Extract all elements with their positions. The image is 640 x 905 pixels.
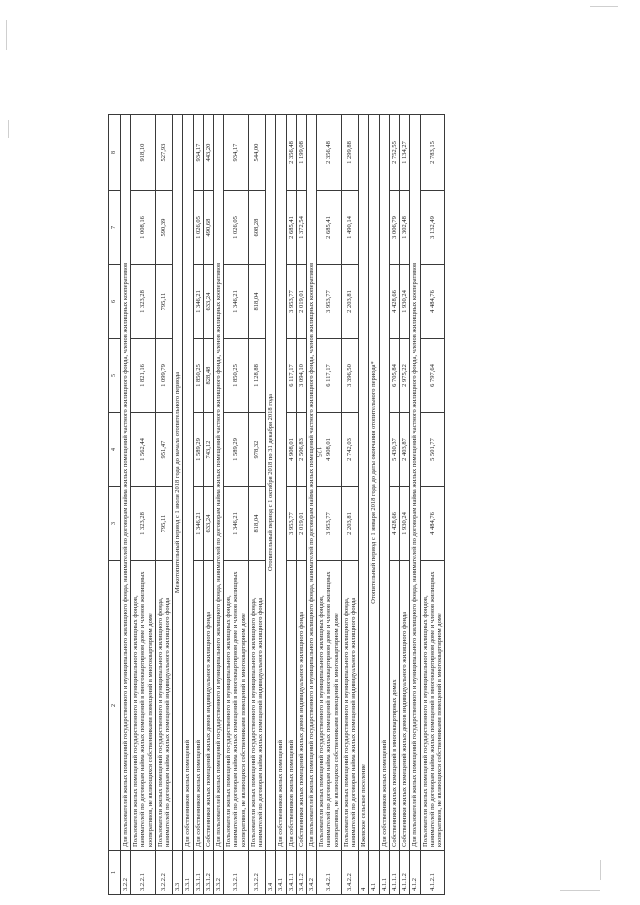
row-code: 3.3.2: [214, 851, 224, 895]
tariff-value: 1 026,05: [224, 191, 249, 265]
tariff-value: 6 117,17: [317, 339, 342, 413]
table-row: [173, 115, 183, 895]
tariff-value: 2 975,22: [400, 339, 410, 413]
row-description: Пользователи жилых помещений государственного и муниципального жилищных фондов, нанимателей по договорам найма жилых помещений в многоквартирном доме и членов жилищных кооперативов, не являющихся собственниками помещений в многоквартирном доме: [224, 561, 249, 851]
page-number: 125: [314, 446, 323, 458]
tariff-value: 608,28: [248, 191, 265, 265]
tariff-value: 2 685,41: [286, 191, 296, 265]
table-row: [155, 115, 172, 895]
tariff-value: 918,10: [131, 115, 156, 191]
tariff-value: 633,24: [203, 265, 213, 339]
row-code: 3.2.2: [121, 851, 131, 895]
tariff-value: 6 797,64: [420, 339, 445, 413]
tariff-value: 1 346,21: [224, 265, 249, 339]
section-heading: Для пользователей жилых помещений государственного и муниципального жилищного фонда, нанимателей по договорам найма жилых помещений частного жилищного фонда, членов жилищных кооперативов: [121, 115, 131, 851]
scan-artifact: [590, 6, 618, 7]
tariff-value: 5 430,37: [389, 413, 399, 487]
tariff-value: 2 403,87: [400, 413, 410, 487]
table-row: [369, 115, 379, 895]
table-row: [248, 115, 265, 895]
row-code: 3.4: [266, 851, 276, 895]
subsection-heading: Для собственников жилых помещений: [276, 115, 286, 851]
row-code: 4.1.1.2: [400, 851, 410, 895]
tariff-value: 1 134,27: [400, 115, 410, 191]
table-row: [420, 115, 445, 895]
tariff-value: 1 199,08: [296, 115, 306, 191]
tariff-value: 1 346,21: [224, 487, 249, 561]
tariff-value: 1 128,88: [248, 339, 265, 413]
row-description: Пользователи жилых помещений государственного и муниципального жилищного фонда, нанимателей по договорам найма жилых помещений индивидуального жилищного фонда: [155, 561, 172, 851]
tariff-value: 934,17: [224, 115, 249, 191]
tariff-value: 3 396,50: [341, 339, 358, 413]
tariff-value: 1 302,48: [400, 191, 410, 265]
tariff-value: 2 356,48: [286, 115, 296, 191]
scan-artifact: [8, 120, 9, 138]
tariff-value: 2 783,15: [420, 115, 445, 191]
section-heading: Ижевское сельское поселение: [359, 115, 369, 851]
row-code: 3.4.1.2: [296, 851, 306, 895]
row-description: Собственники жилых помещений жилых домов индивидуального жилищного фонда: [296, 561, 306, 851]
tariff-value: 527,93: [155, 115, 172, 191]
table-row: [183, 115, 193, 895]
tariff-value: 1 372,54: [296, 191, 306, 265]
table-body: [109, 115, 445, 895]
tariff-value: 6 705,84: [389, 339, 399, 413]
row-code: 4.1.1.1: [389, 851, 399, 895]
tariff-value: 2 742,03: [341, 413, 358, 487]
column-number-row: [109, 115, 121, 895]
row-description: Собственники жилых помещений жилых домов индивидуального жилищного фонда: [203, 561, 213, 851]
table-row: [359, 115, 369, 895]
row-description: Собственники жилых помещений в многоквартирных домах: [389, 561, 399, 851]
row-code: 3.3.1.1: [193, 851, 203, 895]
row-code: 4.1.2.1: [420, 851, 445, 895]
tariff-value: 4 908,01: [286, 413, 296, 487]
tariff-value: 1 562,44: [131, 413, 156, 487]
tariff-value: 1 589,29: [193, 413, 203, 487]
row-description: Пользователи жилых помещений государственного и муниципального жилищного фонда, нанимателей по договорам найма жилых помещений индивидуального жилищного фонда: [248, 561, 265, 851]
tariff-value: 4 484,76: [420, 487, 445, 561]
row-code: 3.3.2.2: [248, 851, 265, 895]
row-code: 3.4.2.1: [317, 851, 342, 895]
column-number: 6: [109, 265, 121, 339]
row-code: 3.3.2.1: [224, 851, 249, 895]
table-row: [379, 115, 389, 895]
tariff-value: 590,39: [155, 191, 172, 265]
tariff-value: 490,68: [203, 191, 213, 265]
table-row: [400, 115, 410, 895]
tariff-value: 1 323,28: [131, 265, 156, 339]
tariff-value: 743,12: [203, 413, 213, 487]
tariff-value: 2 685,41: [317, 191, 342, 265]
tariff-value: 3 953,77: [317, 265, 342, 339]
table-row: [121, 115, 131, 895]
table-row: [286, 115, 296, 895]
row-code: 3.3.1.2: [203, 851, 213, 895]
tariff-value: 1 850,25: [224, 339, 249, 413]
tariff-value: 818,04: [248, 265, 265, 339]
row-code: 3.4.2: [307, 851, 317, 895]
tariff-value: 1 346,21: [193, 487, 203, 561]
tariff-value: 3 094,10: [296, 339, 306, 413]
section-heading: Для пользователей жилых помещений государственного и муниципального жилищного фонда, нанимателей по договорам найма жилых помещений частного жилищного фонда, членов жилищных кооперативов: [307, 115, 317, 851]
table-row: [203, 115, 213, 895]
row-code: 4.1: [369, 851, 379, 895]
tariff-value: 633,24: [203, 487, 213, 561]
period-heading: Отопительный период с 1 января 2018 года до даты окончания отопительного периода*: [369, 115, 379, 851]
tariff-value: 6 117,17: [286, 339, 296, 413]
tariff-value: 5 501,77: [420, 413, 445, 487]
row-description: Пользователи жилых помещений государственного и муниципального жилищных фондов, нанимателей по договорам найма жилых помещений в многоквартирном доме и членов жилищных кооперативов, не являющихся собственниками помещений в многоквартирном доме: [131, 561, 156, 851]
row-description: Пользователи жилых помещений государственного и муниципального жилищных фондов, нанимателей по договорам найма жилых помещений в многоквартирном доме и членов жилищных кооперативов, не являющихся собственниками помещений в многоквартирном доме: [317, 561, 342, 851]
table-row: [341, 115, 358, 895]
tariff-value: 2 506,83: [296, 413, 306, 487]
tariff-value: 1 589,29: [224, 413, 249, 487]
tariff-value: 934,17: [193, 115, 203, 191]
tariff-value: 4 484,76: [420, 265, 445, 339]
tariff-table-rotated: [108, 115, 528, 895]
row-code: 3.2.2.1: [131, 851, 156, 895]
tariff-value: 443,20: [203, 115, 213, 191]
column-number: 8: [109, 115, 121, 191]
tariff-value: 3 006,79: [389, 191, 399, 265]
tariff-value: 795,11: [155, 487, 172, 561]
table-row: [389, 115, 399, 895]
tariff-value: 978,32: [248, 413, 265, 487]
column-number: 5: [109, 339, 121, 413]
column-number: 3: [109, 487, 121, 561]
row-code: 3.3.1: [183, 851, 193, 895]
row-description: Для собственников жилых помещений: [193, 561, 203, 851]
tariff-value: 3 953,77: [286, 487, 296, 561]
scan-artifact: [560, 890, 600, 891]
tariff-value: 1 008,16: [131, 191, 156, 265]
section-heading: Для пользователей жилых помещений государственного и муниципального жилищного фонда, нанимателей по договорам найма жилых помещений частного жилищного фонда, членов жилищных кооперативов: [214, 115, 224, 851]
table-row: [193, 115, 203, 895]
row-code: 3.2.2.2: [155, 851, 172, 895]
period-heading: Отопительный период с 1 октября 2018 по 31 декабря 2018 года: [266, 115, 276, 851]
row-code: 3.4.2.2: [341, 851, 358, 895]
row-code: 3.3: [173, 851, 183, 895]
table-row: [307, 115, 317, 895]
tariff-value: 828,48: [203, 339, 213, 413]
subsection-heading: Для собственников жилых помещений: [379, 115, 389, 851]
subsection-heading: Для собственников жилых помещений: [183, 115, 193, 851]
column-number: 1: [109, 851, 121, 895]
tariff-table: [108, 114, 445, 895]
table-row: [296, 115, 306, 895]
tariff-value: 2 019,01: [296, 487, 306, 561]
tariff-value: 1 490,14: [341, 191, 358, 265]
tariff-value: 951,47: [155, 413, 172, 487]
tariff-value: 2 203,81: [341, 265, 358, 339]
tariff-value: 2 356,48: [317, 115, 342, 191]
tariff-value: 2 752,55: [389, 115, 399, 191]
period-heading: Межотопительный период с 1 июля 2018 года до начала отопительного периода: [173, 115, 183, 851]
tariff-value: 1 930,24: [400, 487, 410, 561]
row-description: Пользователи жилых помещений государственного и муниципального жилищных фондов, нанимателей по договорам найма жилых помещений в многоквартирном доме и членов жилищных кооперативов, не являющихся собственниками помещений в многоквартирном доме: [420, 561, 445, 851]
row-description: Собственники жилых помещений жилых домов индивидуального жилищного фонда: [400, 561, 410, 851]
row-code: 3.4.1: [276, 851, 286, 895]
tariff-value: 1 026,05: [193, 191, 203, 265]
tariff-value: 2 019,01: [296, 265, 306, 339]
tariff-value: 3 132,49: [420, 191, 445, 265]
row-description: Для собственников жилых помещений: [286, 561, 296, 851]
scan-artifact: [600, 860, 601, 880]
tariff-value: 3 953,77: [286, 265, 296, 339]
tariff-value: 3 953,77: [317, 487, 342, 561]
tariff-value: 1 821,16: [131, 339, 156, 413]
table-row: [131, 115, 156, 895]
tariff-value: 1 099,79: [155, 339, 172, 413]
tariff-value: 1 930,24: [400, 265, 410, 339]
tariff-value: 1 850,25: [193, 339, 203, 413]
scan-artifact: [6, 20, 7, 50]
tariff-value: 795,11: [155, 265, 172, 339]
tariff-value: 1 346,21: [193, 265, 203, 339]
table-row: [317, 115, 342, 895]
column-number: 7: [109, 191, 121, 265]
column-number: 2: [109, 561, 121, 851]
tariff-value: 818,04: [248, 487, 265, 561]
row-description: Пользователи жилых помещений государственного и муниципального жилищного фонда, нанимателей по договорам найма жилых помещений индивидуального жилищного фонда: [341, 561, 358, 851]
row-code: 4: [359, 851, 369, 895]
tariff-value: 544,00: [248, 115, 265, 191]
row-code: 4.1.1: [379, 851, 389, 895]
table-row: [224, 115, 249, 895]
table-row: [266, 115, 276, 895]
table-row: [214, 115, 224, 895]
tariff-value: 4 428,66: [389, 487, 399, 561]
table-row: [410, 115, 420, 895]
row-code: 3.4.1.1: [286, 851, 296, 895]
tariff-value: 4 428,66: [389, 265, 399, 339]
tariff-value: 1 299,88: [341, 115, 358, 191]
tariff-value: 2 203,81: [341, 487, 358, 561]
column-number: 4: [109, 413, 121, 487]
row-code: 4.1.2: [410, 851, 420, 895]
tariff-value: 1 323,28: [131, 487, 156, 561]
tariff-value: 4 908,01: [317, 413, 342, 487]
section-heading: Для пользователей жилых помещений государственного и муниципального жилищного фонда, нанимателей по договорам найма жилых помещений частного жилищного фонда, членов жилищных кооперативов: [410, 115, 420, 851]
table-row: [276, 115, 286, 895]
